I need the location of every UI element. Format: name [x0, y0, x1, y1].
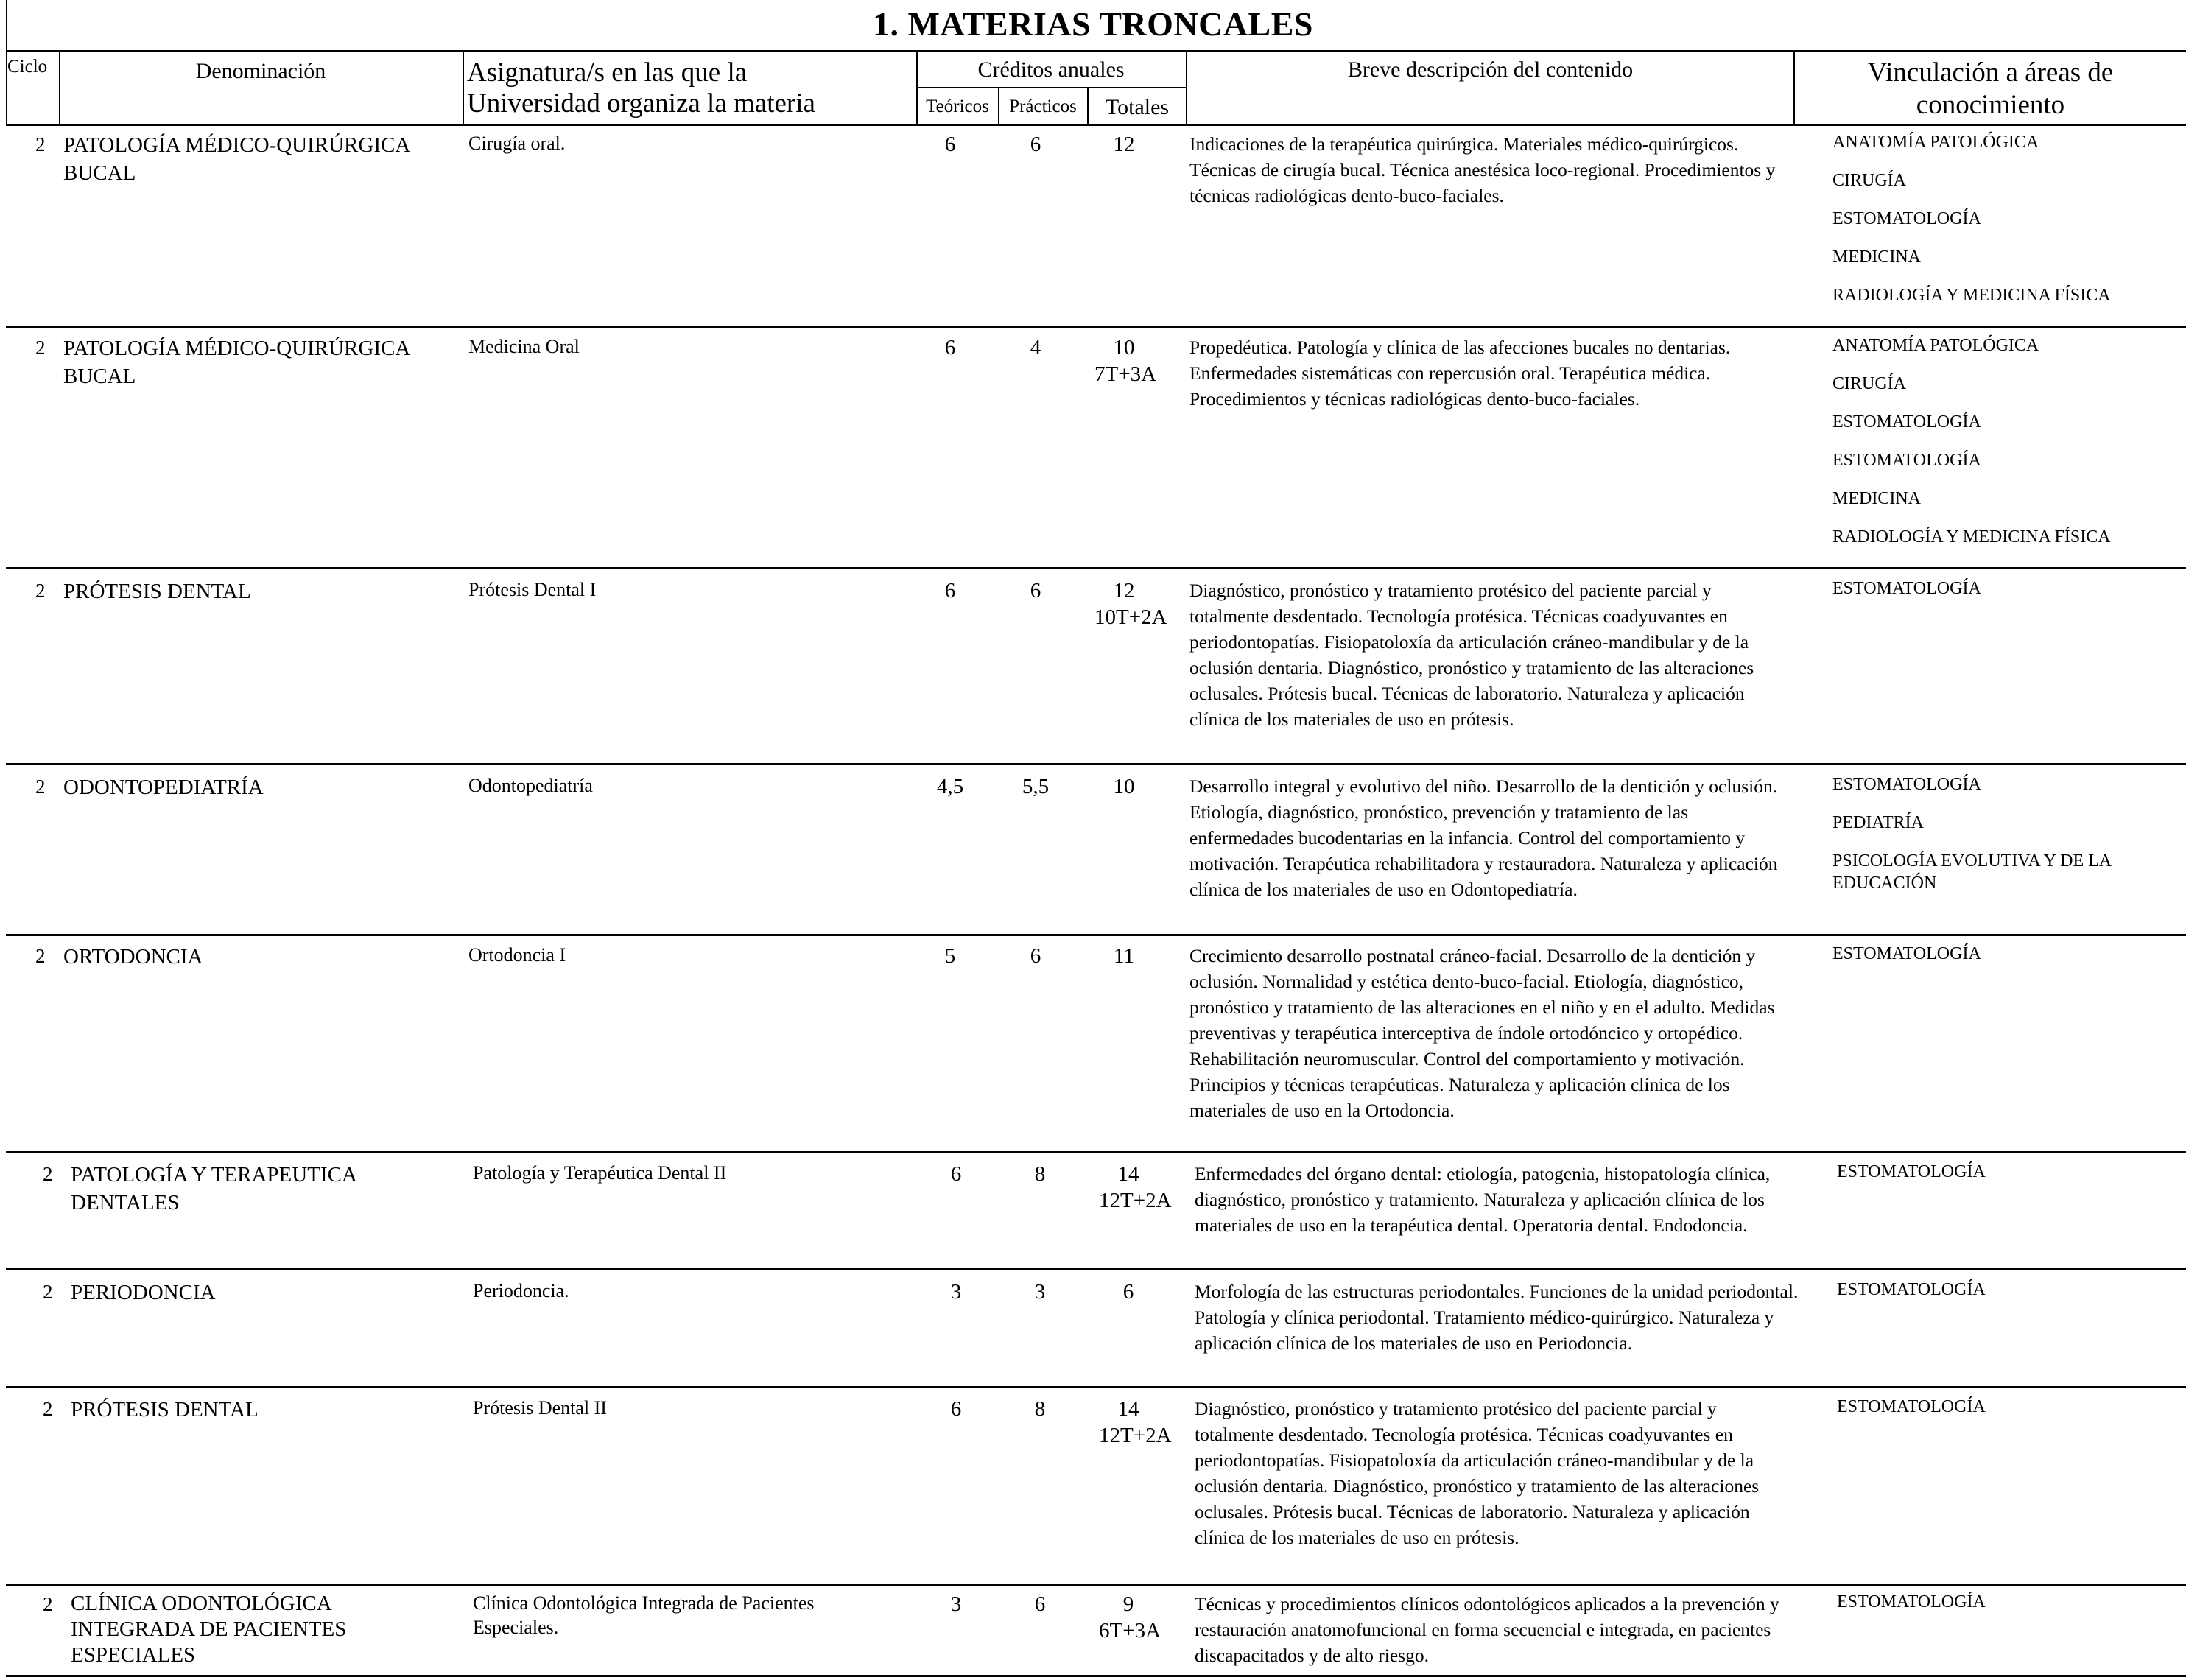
- row-areas: [1832, 131, 2179, 323]
- row-asignatura: Medicina Oral: [468, 336, 580, 357]
- row-denominacion: ORTODONCIA: [63, 945, 203, 969]
- row-practicos: 6: [1034, 1592, 1046, 1616]
- row-practicos: 3: [1034, 1280, 1046, 1304]
- row-ciclo: 2: [35, 945, 46, 967]
- row-denominacion: PATOLOGÍA MÉDICO-QUIRÚRGICA BUCAL: [63, 133, 410, 185]
- row-teoricos: 6: [944, 336, 956, 359]
- row-asignatura: Cirugía oral.: [468, 133, 566, 154]
- credits-subrule: [916, 87, 1186, 88]
- row-divider: [6, 567, 2186, 569]
- row-practicos: 4: [1030, 336, 1041, 359]
- row-totales-detalle: 7T+3A: [1094, 362, 1157, 386]
- row-areas: [1837, 1396, 2183, 1434]
- header-descripcion: Breve descripción del contenido: [1347, 57, 1634, 82]
- row-asignatura: Prótesis Dental II: [473, 1397, 607, 1419]
- area-item: ESTOMATOLOGÍA: [1832, 412, 1981, 432]
- row-totales-value: 12: [1113, 133, 1135, 156]
- area-item: ESTOMATOLOGÍA: [1837, 1280, 1986, 1299]
- header-practicos: Prácticos: [1009, 96, 1077, 116]
- row-divider: [6, 326, 2186, 328]
- row-totales: [1094, 334, 1157, 387]
- row-ciclo: 2: [35, 580, 46, 602]
- row-denominacion: CLÍNICA ODONTOLÓGICA INTEGRADA DE PACIENTES ESPECIALES: [71, 1592, 347, 1667]
- header-teoricos: Teóricos: [926, 96, 989, 116]
- row-teoricos: 6: [950, 1397, 962, 1421]
- header-asignatura-line1: Asignatura/s en las que la: [467, 57, 748, 88]
- row-practicos: 6: [1030, 944, 1041, 968]
- row-divider: [6, 934, 2186, 936]
- row-totales-value: 14: [1117, 1162, 1139, 1186]
- area-item: MEDICINA: [1832, 489, 1921, 508]
- area-item: ANATOMÍA PATOLÓGICA: [1832, 336, 2039, 355]
- header-bottom-rule: [6, 124, 2186, 126]
- row-totales: [1094, 577, 1167, 630]
- header-denominacion: Denominación: [195, 59, 326, 83]
- row-areas: [1832, 773, 2179, 910]
- header-ciclo: Ciclo: [7, 57, 48, 77]
- area-item: ESTOMATOLOGÍA: [1837, 1162, 1986, 1181]
- row-totales-detalle: 10T+2A: [1094, 605, 1167, 629]
- row-teoricos: 3: [950, 1280, 962, 1304]
- area-item: ESTOMATOLOGÍA: [1832, 944, 1981, 963]
- row-teoricos: 6: [944, 133, 956, 156]
- row-ciclo: 2: [43, 1593, 53, 1615]
- row-totales-detalle: 12T+2A: [1099, 1189, 1172, 1212]
- area-item: ESTOMATOLOGÍA: [1837, 1592, 1986, 1612]
- row-totales: [1094, 773, 1153, 800]
- row-ciclo: 2: [35, 133, 46, 155]
- row-descripcion: Enfermedades del órgano dental: etiología, patogenia, histopatología clínica, diagnóstico, pronóstico y tratamiento. Naturaleza y aplicación clínica de los materiales de uso en la terapéutica dental. Operatoria dental. Endodoncia.: [1195, 1163, 1771, 1236]
- header-totales: Totales: [1105, 95, 1170, 119]
- row-areas: [1837, 1591, 2183, 1629]
- row-denominacion: PATOLOGÍA MÉDICO-QUIRÚRGICA BUCAL: [63, 337, 410, 388]
- area-item: MEDICINA: [1832, 247, 1921, 267]
- row-teoricos: 4,5: [936, 775, 964, 798]
- row-practicos: 6: [1030, 133, 1041, 156]
- row-asignatura: Periodoncia.: [473, 1280, 569, 1301]
- row-divider: [6, 1268, 2186, 1270]
- row-practicos: 8: [1034, 1397, 1046, 1421]
- header-vinculacion-line2: conocimiento: [1916, 90, 2065, 120]
- row-practicos: 5,5: [1022, 775, 1050, 798]
- row-asignatura: Patología y Terapéutica Dental II: [473, 1162, 727, 1184]
- area-item: PEDIATRÍA: [1832, 813, 1924, 832]
- row-areas: [1832, 943, 2179, 981]
- row-divider: [6, 1151, 2186, 1153]
- row-descripcion: Técnicas y procedimientos clínicos odontológicos aplicados a la prevención y restauración anatomofuncional en forma secuencial e integrada, en pacientes discapacitados y de alto riesgo.: [1195, 1593, 1779, 1666]
- area-item: ANATOMÍA PATOLÓGICA: [1832, 133, 2039, 152]
- row-denominacion: PRÓTESIS DENTAL: [71, 1398, 259, 1421]
- row-divider: [6, 1386, 2186, 1388]
- row-denominacion: ODONTOPEDIATRÍA: [63, 776, 264, 799]
- row-totales-value: 12: [1113, 579, 1135, 602]
- row-areas: [1832, 577, 2179, 616]
- row-totales-detalle: 12T+2A: [1099, 1424, 1172, 1447]
- row-ciclo: 2: [43, 1281, 53, 1303]
- area-item: ESTOMATOLOGÍA: [1832, 775, 1981, 794]
- row-totales: [1099, 1279, 1158, 1305]
- row-ciclo: 2: [43, 1398, 53, 1420]
- row-asignatura: Ortodoncia I: [468, 944, 566, 966]
- row-totales-detalle: 6T+3A: [1099, 1619, 1161, 1642]
- row-asignatura: Clínica Odontológica Integrada de Pacientes Especiales.: [473, 1592, 815, 1638]
- row-teoricos: 6: [950, 1162, 962, 1186]
- area-item: ESTOMATOLOGÍA: [1832, 209, 1981, 228]
- col-divider: [463, 52, 464, 125]
- row-denominacion: PERIODONCIA: [71, 1281, 216, 1304]
- row-totales: [1099, 1591, 1161, 1644]
- row-divider: [6, 1584, 2186, 1586]
- row-descripcion: Morfología de las estructuras periodontales. Funciones de la unidad periodontal. Patología y clínica periodontal. Tratamiento médico-quirúrgico. Naturaleza y aplicación clínica de los materiales de uso en Periodoncia.: [1195, 1281, 1799, 1354]
- row-ciclo: 2: [35, 776, 46, 798]
- row-denominacion: PATOLOGÍA Y TERAPEUTICA DENTALES: [71, 1163, 356, 1215]
- area-item: CIRUGÍA: [1832, 171, 1906, 190]
- row-divider: [6, 763, 2186, 765]
- row-ciclo: 2: [35, 337, 46, 359]
- row-totales: [1094, 943, 1153, 969]
- row-teoricos: 5: [944, 944, 956, 968]
- area-item: ESTOMATOLOGÍA: [1837, 1397, 1986, 1416]
- row-totales: [1099, 1396, 1172, 1449]
- row-totales-value: 11: [1114, 944, 1134, 968]
- row-asignatura: Odontopediatría: [468, 775, 593, 796]
- area-item: ESTOMATOLOGÍA: [1832, 579, 1981, 598]
- row-descripcion: Desarrollo integral y evolutivo del niño. Desarrollo de la dentición y oclusión. Etiología, diagnóstico, pronóstico, prevención y tratamiento de las enfermedades bucodentarias en la infancia. Control del comportamiento y motivación. Terapéutica rehabilitadora y restauradora. Naturaleza y aplicación clínica de los materiales de uso en Odontopediatría.: [1189, 776, 1778, 900]
- header-vinculacion-line1: Vinculación a áreas de: [1867, 57, 2114, 88]
- row-totales: [1094, 131, 1153, 158]
- row-totales-value: 9: [1122, 1592, 1134, 1616]
- header-creditos: Créditos anuales: [977, 57, 1125, 82]
- row-practicos: 8: [1034, 1162, 1046, 1186]
- row-areas: [1832, 334, 2179, 564]
- row-ciclo: 2: [43, 1163, 53, 1185]
- header-top-rule: [6, 50, 2186, 52]
- document-title: 1. MATERIAS TRONCALES: [873, 5, 1313, 43]
- row-totales-value: 10: [1113, 336, 1135, 359]
- row-asignatura: Prótesis Dental I: [468, 579, 597, 600]
- table-bottom-rule: [6, 1675, 2186, 1677]
- row-teoricos: 3: [950, 1592, 962, 1616]
- row-areas: [1837, 1279, 2183, 1317]
- area-item: PSICOLOGÍA EVOLUTIVA Y DE LA EDUCACIÓN: [1832, 851, 2111, 893]
- row-practicos: 6: [1030, 579, 1041, 602]
- header-asignatura-line2: Universidad organiza la materia: [467, 88, 815, 119]
- area-item: CIRUGÍA: [1832, 374, 1906, 393]
- row-descripcion: Diagnóstico, pronóstico y tratamiento protésico del paciente parcial y totalmente desdentado. Tecnología protésica. Técnicas coadyuvantes en periodontopatías. Fisiopatoloxía da articulación cráneo-mandibular y de la oclusión dentaria. Diagnóstico, pronóstico y tratamiento de las alteraciones oclusales. Prótesis bucal. Técnicas de laboratorio. Naturaleza y aplicación clínica de los materiales de uso en prótesis.: [1189, 580, 1754, 730]
- area-item: ESTOMATOLOGÍA: [1832, 451, 1981, 470]
- row-totales-value: 6: [1122, 1280, 1134, 1304]
- row-totales-value: 10: [1113, 775, 1135, 798]
- row-areas: [1837, 1161, 2183, 1199]
- row-denominacion: PRÓTESIS DENTAL: [63, 580, 251, 603]
- row-totales-value: 14: [1117, 1397, 1139, 1421]
- area-item: RADIOLOGÍA Y MEDICINA FÍSICA: [1832, 527, 2111, 546]
- row-descripcion: Indicaciones de la terapéutica quirúrgica. Materiales médico-quirúrgicos. Técnicas de cirugía bucal. Técnica anestésica loco-regional. Procedimientos y técnicas radiológicas dento-buco-faciales.: [1189, 133, 1776, 206]
- row-totales: [1099, 1161, 1172, 1214]
- area-item: RADIOLOGÍA Y MEDICINA FÍSICA: [1832, 286, 2111, 305]
- row-teoricos: 6: [944, 579, 956, 602]
- row-descripcion: Propedéutica. Patología y clínica de las afecciones bucales no dentarias. Enfermedades sistemáticas con repercusión oral. Terapéutica médica. Procedimientos y técnicas radiológicas dento-buco-faciales.: [1189, 337, 1731, 410]
- row-descripcion: Crecimiento desarrollo postnatal cráneo-facial. Desarrollo de la dentición y oclusión. Normalidad y estética dento-buco-facial. Etiología, diagnóstico, pronóstico y tratamiento de las alteraciones en el niño y en el adulto. Medidas preventivas y terapéutica interceptiva de índole ortodóncico y ortopédico. Rehabilitación neuromuscular. Control del comportamiento y motivación. Principios y técnicas terapéuticas. Naturaleza y aplicación clínica de los materiales de uso en la Ortodoncia.: [1189, 945, 1775, 1121]
- row-descripcion: Diagnóstico, pronóstico y tratamiento protésico del paciente parcial y totalmente desdentado. Tecnología protésica. Técnicas coadyuvantes en periodontopatías. Fisiopatoloxía da articulación cráneo-mandibular y de la oclusión dentaria. Diagnóstico, pronóstico y tratamiento de las alteraciones oclusales. Prótesis bucal. Técnicas de laboratorio. Naturaleza y aplicación clínica de los materiales de uso en prótesis.: [1195, 1398, 1760, 1548]
